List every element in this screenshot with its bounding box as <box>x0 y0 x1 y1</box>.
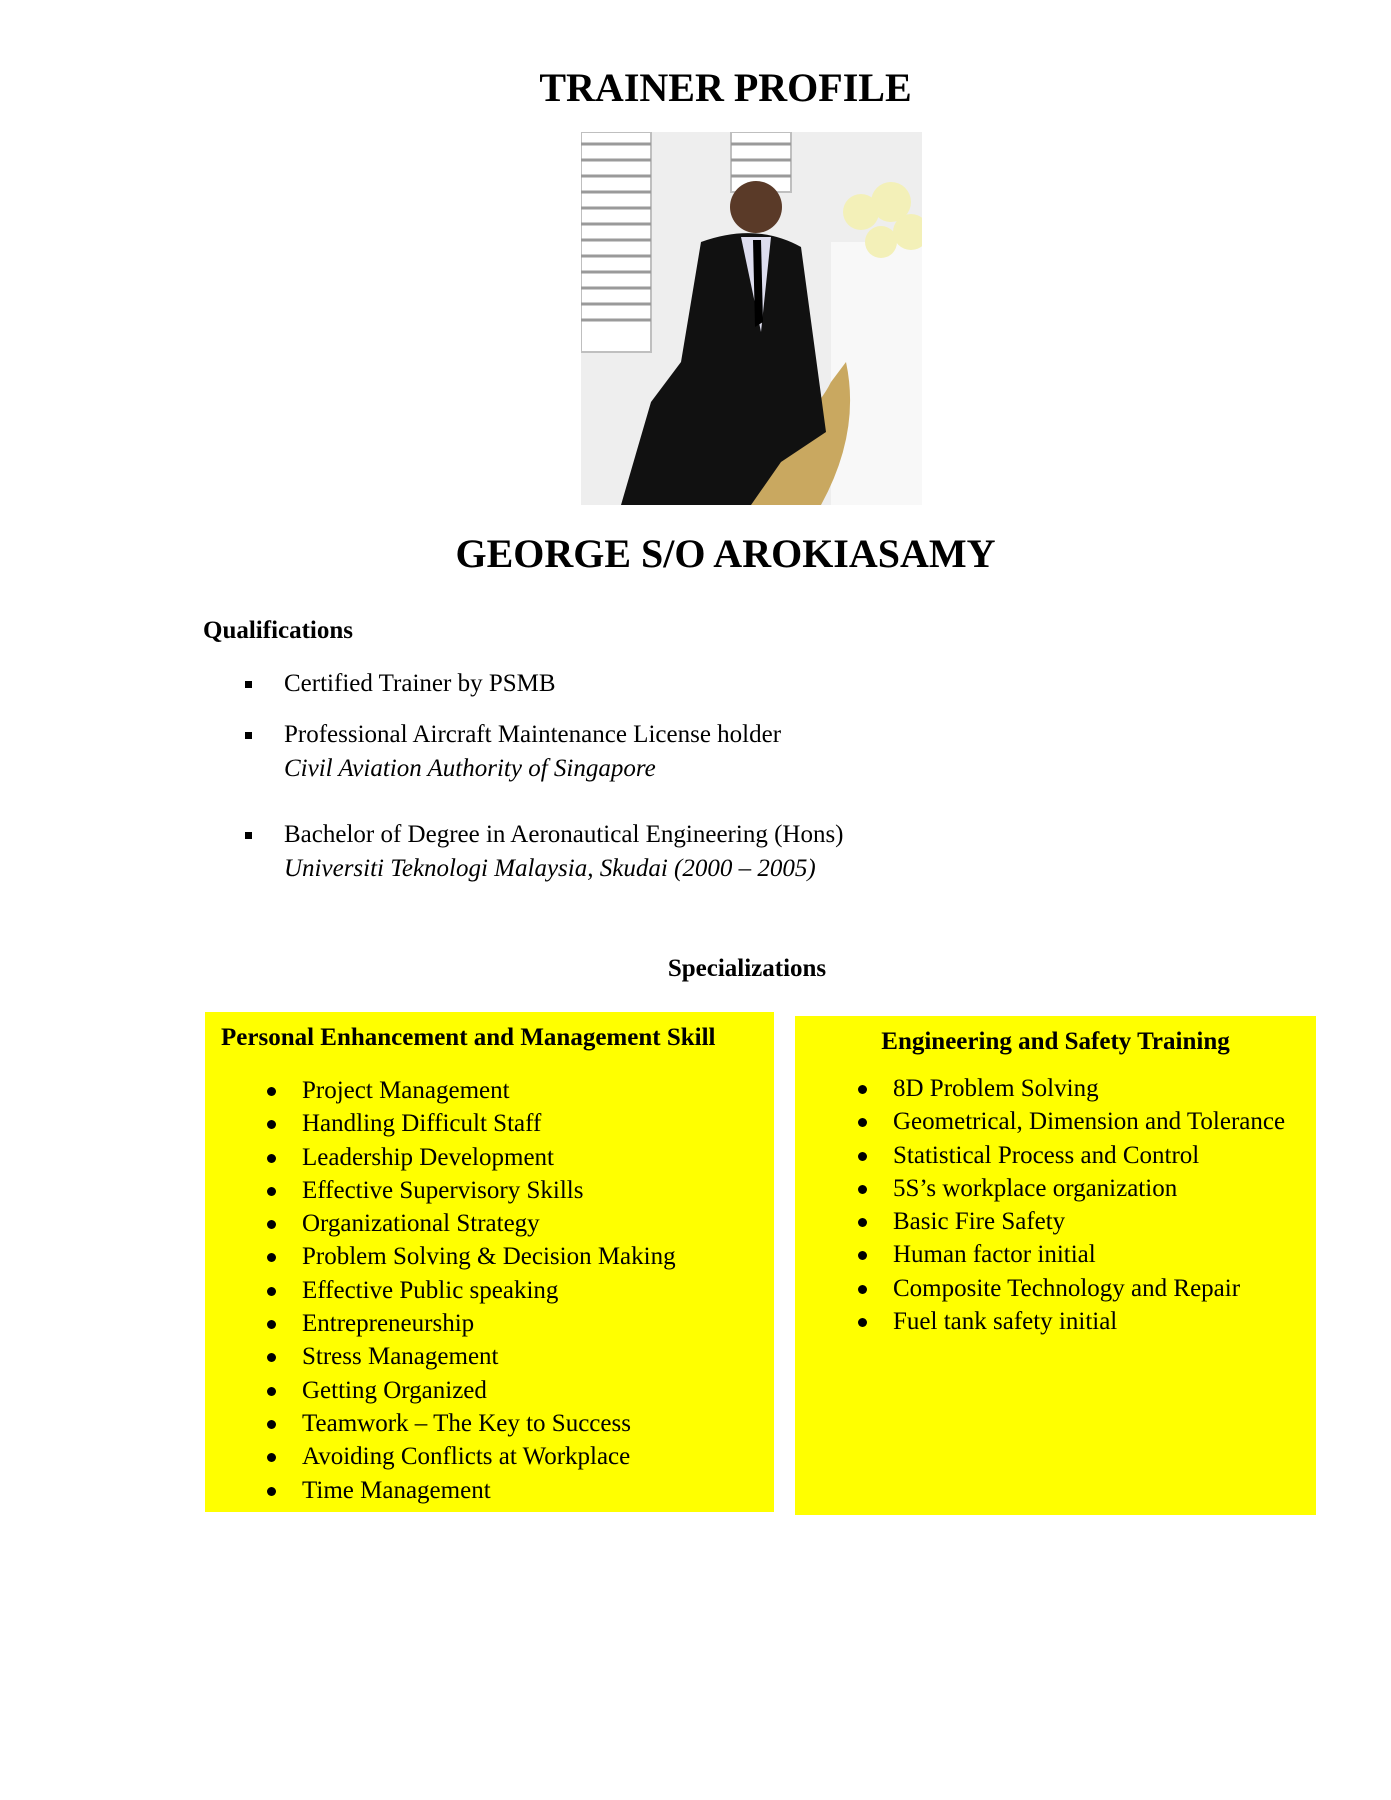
specialization-label: Avoiding Conflicts at Workplace <box>302 1443 631 1471</box>
qualification-institution: Civil Aviation Authority of Singapore <box>284 755 656 782</box>
specialization-item <box>302 1274 676 1307</box>
trainer-photo <box>581 132 922 505</box>
qualification-institution: Universiti Teknologi Malaysia, Skudai (2000 – 2005) <box>284 855 816 882</box>
qualification-item: Certified Trainer by PSMB <box>284 670 556 697</box>
specialization-label: Leadership Development <box>302 1143 554 1171</box>
management-skills-heading: Personal Enhancement and Management Skill <box>221 1024 716 1051</box>
bullet-icon <box>267 1287 276 1296</box>
specialization-item <box>302 1074 676 1107</box>
page-title: TRAINER PROFILE <box>539 65 912 110</box>
bullet-icon <box>858 1152 867 1161</box>
bullet-icon <box>267 1387 276 1396</box>
specialization-item <box>302 1141 676 1174</box>
specialization-label: Stress Management <box>302 1343 499 1371</box>
specialization-label: 5S’s workplace organization <box>893 1174 1178 1202</box>
specializations-heading: Specializations <box>667 955 827 982</box>
bullet-icon <box>267 1253 276 1262</box>
specialization-label: Effective Supervisory Skills <box>302 1176 584 1204</box>
specialization-item <box>302 1107 676 1140</box>
square-bullet-icon <box>245 681 252 688</box>
specialization-label: Getting Organized <box>302 1376 487 1404</box>
specialization-label: Geometrical, Dimension and Tolerance <box>893 1108 1286 1136</box>
engineering-safety-list <box>893 1072 1293 1338</box>
bullet-icon <box>858 1318 867 1327</box>
engineering-safety-heading: Engineering and Safety Training <box>881 1028 1230 1055</box>
bullet-icon <box>858 1285 867 1294</box>
bullet-icon <box>267 1420 276 1429</box>
specialization-label: Entrepreneurship <box>302 1310 475 1338</box>
specialization-item <box>893 1272 1293 1305</box>
bullet-icon <box>858 1185 867 1194</box>
specialization-item <box>302 1174 676 1207</box>
bullet-icon <box>858 1218 867 1227</box>
bullet-icon <box>267 1120 276 1129</box>
specialization-label: 8D Problem Solving <box>893 1075 1099 1102</box>
trainer-name: GEORGE S/O AROKIASAMY <box>455 531 996 576</box>
specialization-label: Time Management <box>302 1476 491 1504</box>
bullet-icon <box>267 1487 276 1496</box>
bullet-icon <box>267 1320 276 1329</box>
qualifications-heading: Qualifications <box>203 617 354 644</box>
bullet-icon <box>267 1087 276 1096</box>
square-bullet-icon <box>245 732 252 739</box>
bullet-icon <box>267 1220 276 1229</box>
engineering-safety-box <box>795 1016 1316 1515</box>
specialization-item <box>893 1172 1293 1205</box>
specialization-label: Organizational Strategy <box>302 1210 540 1238</box>
bullet-icon <box>858 1251 867 1260</box>
specialization-label: Statistical Process and Control <box>893 1141 1200 1169</box>
specialization-label: Effective Public speaking <box>302 1276 559 1304</box>
qualification-item: Professional Aircraft Maintenance License holder Civil Aviation Authority of Singapore <box>284 721 782 782</box>
specialization-label: Human factor initial <box>893 1241 1096 1269</box>
specialization-item <box>302 1474 676 1507</box>
specialization-item <box>893 1238 1293 1271</box>
bullet-icon <box>267 1453 276 1462</box>
bullet-icon <box>267 1353 276 1362</box>
bullet-icon <box>858 1085 867 1094</box>
specialization-label: Basic Fire Safety <box>893 1208 1066 1236</box>
bullet-icon <box>267 1154 276 1163</box>
specialization-item <box>893 1105 1293 1138</box>
specialization-item <box>302 1407 676 1440</box>
qualification-item: Bachelor of Degree in Aeronautical Engineering (Hons) Universiti Teknologi Malaysia, Skudai (2000 – 2005) <box>284 821 844 882</box>
specialization-label: Problem Solving & Decision Making <box>302 1243 676 1271</box>
specialization-item <box>302 1440 676 1473</box>
bullet-icon <box>858 1118 867 1127</box>
specialization-item <box>893 1205 1293 1238</box>
specialization-label: Handling Difficult Staff <box>302 1110 542 1138</box>
specialization-item <box>893 1072 1293 1105</box>
specialization-label: Fuel tank safety initial <box>893 1308 1118 1336</box>
specialization-item <box>302 1240 676 1273</box>
specialization-item <box>302 1207 676 1240</box>
specialization-label: Project Management <box>302 1077 510 1104</box>
specialization-item <box>302 1340 676 1373</box>
bullet-icon <box>267 1187 276 1196</box>
specialization-item <box>302 1307 676 1340</box>
specialization-label: Composite Technology and Repair <box>893 1274 1241 1302</box>
specialization-item <box>893 1139 1293 1172</box>
square-bullet-icon <box>245 832 252 839</box>
specialization-item <box>893 1305 1293 1338</box>
specialization-label: Teamwork – The Key to Success <box>302 1409 631 1437</box>
specialization-item <box>302 1374 676 1407</box>
management-skills-list <box>302 1074 676 1507</box>
management-skills-box <box>205 1012 774 1512</box>
